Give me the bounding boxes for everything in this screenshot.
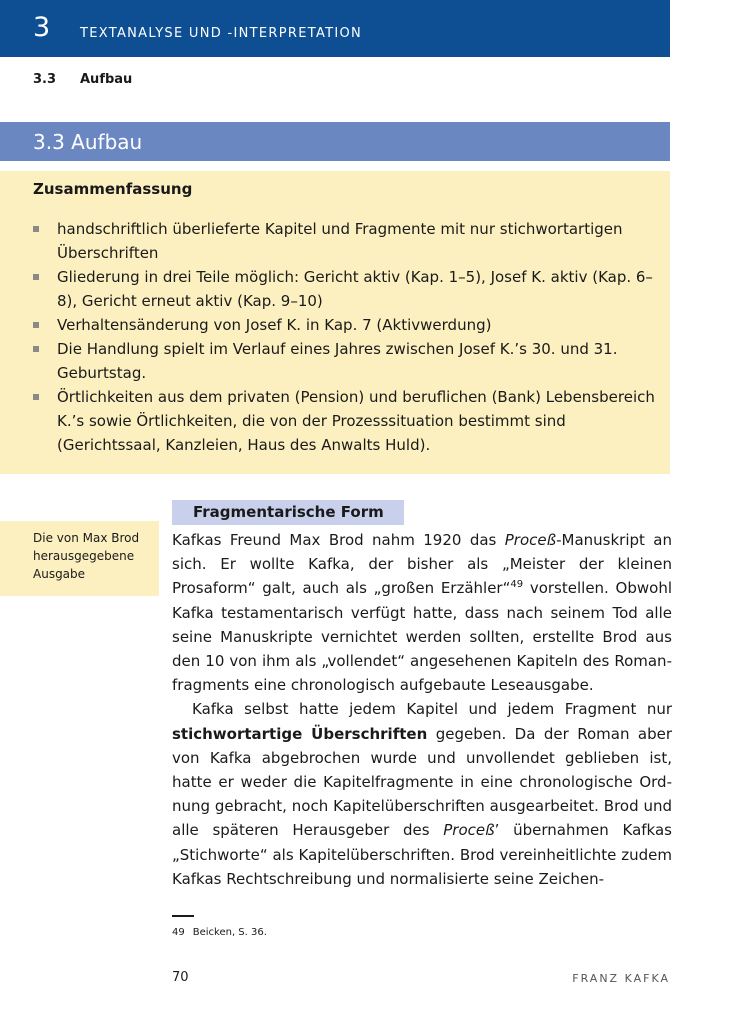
summary-item-text: handschriftlich überlieferte Kapitel und Fragmente mit nur stichwortartigen Überschriften xyxy=(57,220,623,262)
summary-list xyxy=(33,217,663,457)
body-text xyxy=(172,528,672,891)
chapter-header-bar xyxy=(0,0,670,57)
footnote xyxy=(172,925,267,941)
text-run: Kafkas Freund Max Brod nahm 1920 das xyxy=(172,531,505,549)
text-run: gegeben. Da der Roman aber von Kafka abgebrochen wurde und unvollendet geblieben ist, hatte er weder die Kapitelfragmente in eine chronologische Ordnung gebracht, noch Kapitelüberschriften ausgearbeitet. Brod und alle späteren Herausgeber des xyxy=(172,724,672,840)
summary-item-text: Verhaltensänderung von Josef K. in Kap. 7 (Aktivwerdung) xyxy=(57,316,492,334)
text-run: -Manuskript an sich. Er wollte Kafka, der bisher als „Meister der kleinen Prosaform“ galt, auch als „großen Erzähler“ xyxy=(172,531,672,598)
summary-item xyxy=(33,337,663,385)
running-section-number: 3.3 xyxy=(33,72,57,87)
margin-note-text: Die von Max Brod herausgegebene Ausgabe xyxy=(33,531,140,581)
chapter-title: TEXTANALYSE UND -INTERPRETATION xyxy=(80,26,363,41)
square-bullet-icon xyxy=(33,274,39,280)
summary-item-text: Die Handlung spielt im Verlauf eines Jahres zwischen Josef K.’s 30. und 31. Geburtstag. xyxy=(57,340,618,382)
chapter-number: 3 xyxy=(33,12,51,43)
margin-note-box xyxy=(0,521,159,596)
paragraph-1 xyxy=(172,528,672,697)
footnote-reference: 49 xyxy=(510,579,524,591)
summary-box xyxy=(0,171,670,474)
footnote-divider xyxy=(172,915,194,917)
running-footer-title: FRANZ KAFKA xyxy=(572,972,670,985)
page-number: 70 xyxy=(172,970,189,985)
summary-heading: Zusammenfassung xyxy=(33,180,193,198)
running-section-title: Aufbau xyxy=(80,72,133,87)
paragraph-2 xyxy=(172,697,672,891)
square-bullet-icon xyxy=(33,226,39,232)
bold-keyword: stichwortartige Überschriften xyxy=(172,724,428,743)
text-run: Kafka selbst hatte jedem Kapitel und jedem Fragment nur xyxy=(192,700,672,719)
footnote-text: Beicken, S. 36. xyxy=(192,927,267,938)
summary-item xyxy=(33,217,663,265)
square-bullet-icon xyxy=(33,322,39,328)
text-run: vorstellen. Obwohl Kafka testamentarisch verfügt hatte, dass nach seinem Tod alle seine Manuskripte vernichtet werden sollten, erstellte Brod aus den 10 von ihm als „vollendet“ angesehenen Kapiteln des Romanfragments eine chronologisch aufgebaute Leseausgabe. xyxy=(172,579,672,695)
subsection-heading-box xyxy=(172,500,404,525)
square-bullet-icon xyxy=(33,394,39,400)
text-run: ’ übernahmen Kafkas „Stichworte“ als Kapitelüberschriften. Brod vereinheitlichte zudem Kafkas Rechtschreibung und normalisierte seine Zeichen- xyxy=(172,821,672,888)
summary-item xyxy=(33,313,663,337)
italic-title: Proceß xyxy=(443,821,495,840)
section-title-bar xyxy=(0,122,670,161)
square-bullet-icon xyxy=(33,346,39,352)
summary-item xyxy=(33,385,663,457)
summary-item xyxy=(33,265,663,313)
section-title: 3.3 Aufbau xyxy=(33,130,143,154)
footnote-number: 49 xyxy=(172,927,185,938)
summary-item-text: Örtlichkeiten aus dem privaten (Pension) und beruflichen (Bank) Lebensbereich K.’s sowie Örtlichkeiten, die von der Prozesssituation bestimmt sind (Gerichtssaal, Kanzleien, Haus des Anwalts Huld). xyxy=(57,388,655,454)
summary-item-text: Gliederung in drei Teile möglich: Gericht aktiv (Kap. 1–5), Josef K. aktiv (Kap. 6–8), Gericht erneut aktiv (Kap. 9–10) xyxy=(57,268,653,310)
italic-title: Proceß xyxy=(504,531,557,549)
subsection-heading: Fragmentarische Form xyxy=(193,503,384,521)
